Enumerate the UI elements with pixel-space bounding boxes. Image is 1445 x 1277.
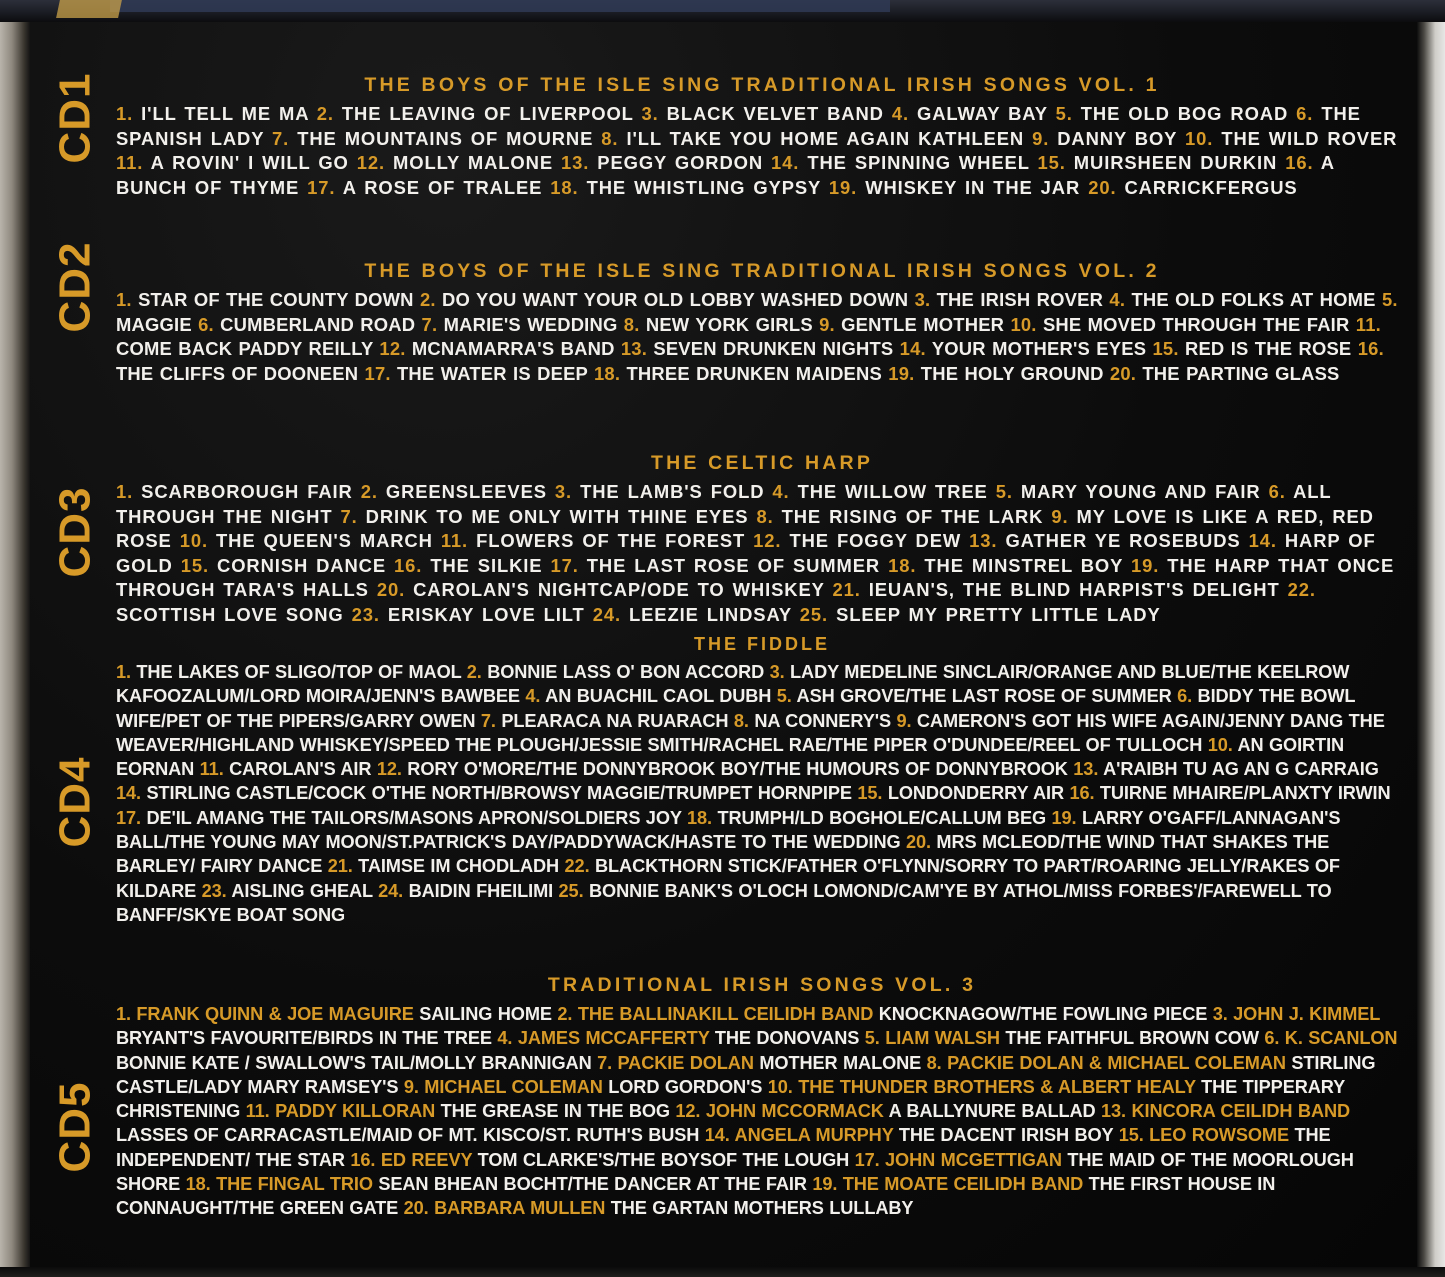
track-number: 7.	[272, 127, 298, 149]
track-number: 18.	[593, 362, 627, 384]
track-artist: KINCORA CEILIDH BAND	[1131, 1101, 1351, 1122]
track-number: 11.	[1355, 313, 1381, 335]
track-title: BIDDY THE BOWL WIFE/PET OF THE PIPERS/GARRY OWEN	[116, 686, 1356, 731]
track-number: 9.	[819, 313, 842, 335]
track-number: 14.	[771, 152, 808, 174]
track-number: 20.	[1109, 362, 1143, 384]
track-number: 5.	[776, 686, 797, 707]
track-number: 15.	[1118, 1125, 1150, 1146]
track-title: LORD GORDON'S	[608, 1076, 768, 1097]
track-title: COME BACK PADDY REILLY	[116, 338, 380, 360]
track-number: 4.	[1109, 289, 1132, 310]
track-number: 14.	[116, 783, 147, 804]
track-title: YOUR MOTHER'S EYES	[931, 338, 1153, 360]
track-title: SCARBOROUGH FAIR	[141, 481, 361, 502]
box-tape-mark	[56, 0, 122, 18]
track-title: BRYANT'S FAVOURITE/BIRDS IN THE TREE	[116, 1028, 498, 1049]
track-artist: K. SCANLON	[1284, 1028, 1398, 1049]
track-number: 8.	[601, 127, 627, 149]
spine-label-cd3: CD3	[50, 486, 100, 578]
track-title: NA CONNERY'S	[754, 710, 897, 731]
track-number: 8.	[756, 505, 782, 527]
track-number: 19.	[812, 1174, 843, 1195]
track-title: THE LAST ROSE OF SUMMER	[586, 554, 889, 576]
track-number: 15.	[1037, 152, 1074, 174]
track-title: WHISKEY IN THE JAR	[865, 176, 1089, 198]
track-artist: THE BALLINAKILL CEILIDH BAND	[577, 1004, 879, 1024]
section-cd2	[116, 260, 1408, 386]
section-cd1	[116, 74, 1408, 200]
box-top-edge	[0, 0, 1445, 22]
track-title: CAMERON'S GOT HIS WIFE AGAIN/JENNY DANG THE WEAVER/HIGHLAND WHISKEY/SPEED THE PLOUGH/JESSIE SMITH/RACHEL RAE/THE PIPER O'DUNDEE/REEL OF TULLOCH	[116, 710, 1385, 755]
track-number: 3.	[641, 103, 667, 124]
track-title: A BALLYNURE BALLAD	[888, 1101, 1102, 1122]
track-artist: JAMES MCCAFFERTY	[517, 1028, 715, 1049]
track-number: 17.	[307, 176, 343, 198]
section-cd5	[116, 974, 1408, 1221]
tracklist-cd5	[116, 1002, 1408, 1221]
track-number: 7.	[421, 313, 444, 335]
track-number: 1.	[116, 1004, 137, 1024]
track-number: 12.	[379, 338, 412, 360]
track-number: 15.	[1152, 338, 1185, 360]
track-number: 9.	[403, 1076, 425, 1097]
tracklist-cd1	[116, 102, 1408, 200]
track-title: PEGGY GORDON	[597, 152, 772, 174]
track-title: LEEZIE LINDSAY	[628, 603, 800, 625]
track-title: GALWAY BAY	[917, 103, 1056, 124]
track-number: 14.	[899, 338, 932, 360]
track-number: 2.	[419, 289, 443, 310]
track-number: 18.	[185, 1174, 217, 1195]
track-number: 4.	[891, 103, 917, 124]
box-bottom-edge	[0, 1267, 1445, 1277]
track-number: 20.	[905, 832, 937, 853]
tracklist-cd4	[116, 660, 1408, 927]
track-title: TAIMSE IM CHODLADH	[358, 856, 565, 877]
track-title: THE FOGGY DEW	[789, 530, 970, 552]
track-title: TOM CLARKE'S/THE BOYSOF THE LOUGH	[477, 1149, 855, 1170]
track-number: 22.	[564, 856, 595, 877]
track-number: 6.	[198, 313, 221, 335]
track-title: TUIRNE MHAIRE/PLANXTY IRWIN	[1099, 783, 1391, 804]
track-artist: LEO ROWSOME	[1149, 1125, 1295, 1146]
track-title: LONDONDERRY AIR	[887, 783, 1070, 804]
track-title: MOLLY MALONE	[393, 152, 561, 174]
track-number: 2.	[557, 1004, 578, 1024]
track-title: GREENSLEEVES	[385, 481, 555, 502]
tracklist-cd3	[116, 480, 1408, 627]
track-title: SEVEN DRUNKEN NIGHTS	[653, 338, 900, 360]
track-title: SLEEP MY PRETTY LITTLE LADY	[836, 603, 1161, 625]
track-title: STIRLING CASTLE/COCK O'THE NORTH/BROWSY MAGGIE/TRUMPET HORNPIPE	[146, 783, 858, 804]
track-title: RORY O'MORE/THE DONNYBROOK BOY/THE HUMOURS OF DONNYBROOK	[407, 759, 1074, 780]
track-title: BAIDIN FHEILIMI	[408, 880, 559, 901]
track-number: 1.	[116, 103, 142, 124]
track-number: 4.	[772, 481, 798, 502]
track-number: 17.	[854, 1149, 886, 1170]
tracklist-panel	[30, 22, 1417, 1267]
track-title: THE HARP THAT ONCE THROUGH TARA'S HALLS	[116, 554, 1395, 601]
track-title: MCNAMARRA'S BAND	[411, 338, 621, 360]
tracklist-content	[116, 22, 1411, 1267]
track-title: THE WATER IS DEEP	[397, 362, 594, 384]
section-title-cd5: TRADITIONAL IRISH SONGS VOL. 3	[547, 974, 977, 996]
track-number: 11.	[440, 530, 477, 552]
track-number: 23.	[351, 603, 388, 625]
track-number: 7.	[340, 505, 366, 527]
track-number: 2.	[466, 662, 488, 682]
track-number: 13.	[1101, 1101, 1132, 1122]
track-number: 5.	[1055, 103, 1081, 124]
track-title: GENTLE MOTHER	[841, 313, 1011, 335]
track-title: CORNISH DANCE	[217, 554, 395, 576]
track-title: MRS MCLEOD/THE WIND THAT SHAKES THE BARLEY/ FAIRY DANCE	[116, 832, 1330, 877]
track-number: 10.	[179, 530, 217, 552]
spine-label-cd4: CD4	[50, 756, 100, 848]
track-number: 3.	[1212, 1004, 1234, 1024]
track-number: 16.	[1357, 338, 1384, 360]
track-number: 10.	[1010, 313, 1043, 335]
track-title: THE LAKES OF SLIGO/TOP OF MAOL	[136, 662, 467, 682]
track-number: 16.	[394, 554, 431, 576]
track-title: MARIE'S WEDDING	[443, 313, 624, 335]
section-title-cd4: THE FIDDLE	[694, 634, 830, 654]
section-title-cd2: THE BOYS OF THE ISLE SING TRADITIONAL IRISH SONGS VOL. 2	[364, 260, 1160, 282]
track-title: THE HOLY GROUND	[920, 362, 1110, 384]
track-title: THE INDEPENDENT/ THE STAR	[116, 1125, 1331, 1170]
track-title: NEW YORK GIRLS	[645, 313, 820, 335]
track-title: THE DACENT IRISH BOY	[898, 1125, 1119, 1146]
track-number: 11.	[245, 1101, 276, 1122]
track-title: LASSES OF CARRACASTLE/MAID OF MT. KISCO/ST. RUTH'S BUSH	[116, 1125, 705, 1146]
track-artist: MICHAEL COLEMAN	[424, 1076, 609, 1097]
track-artist: BARBARA MULLEN	[434, 1198, 611, 1219]
track-number: 3.	[914, 289, 937, 310]
track-number: 13.	[620, 338, 654, 360]
section-title-cd3: THE CELTIC HARP	[650, 452, 874, 474]
track-title: STIRLING CASTLE/LADY MARY RAMSEY'S	[116, 1052, 1376, 1097]
track-title: DO YOU WANT YOUR OLD LOBBY WASHED DOWN	[442, 289, 915, 310]
track-number: 5.	[864, 1028, 886, 1049]
track-artist: PACKIE DOLAN & MICHAEL COLEMAN	[947, 1052, 1292, 1073]
track-title: THE PARTING GLASS	[1142, 362, 1340, 384]
track-title: THE IRISH ROVER	[936, 289, 1110, 310]
track-title: THE SILKIE	[430, 554, 551, 576]
track-number: 24.	[592, 603, 629, 625]
track-number: 25.	[799, 603, 837, 625]
track-title: MOTHER MALONE	[759, 1052, 927, 1073]
tracklist-cd2	[116, 288, 1408, 386]
track-title: BONNIE BANK'S O'LOCH LOMOND/CAM'YE BY ATHOL/MISS FORBES'/FAREWELL TO BANFF/SKYE BOAT SONG	[116, 880, 1332, 925]
track-title: AN BUACHIL CAOL DUBH	[545, 686, 777, 707]
track-title: DANNY BOY	[1057, 127, 1186, 149]
track-artist: FRANK QUINN & JOE MAGUIRE	[136, 1004, 420, 1024]
track-number: 14.	[1248, 530, 1285, 552]
track-title: BLACKTHORN STICK/FATHER O'FLYNN/SORRY TO PART/ROARING JELLY/RAKES OF KILDARE	[116, 856, 1340, 901]
spine-label-cd2: CD2	[50, 241, 100, 333]
track-number: 14.	[704, 1125, 735, 1146]
track-title: I'LL TAKE YOU HOME AGAIN KATHLEEN	[626, 127, 1033, 149]
track-artist: JOHN MCCORMACK	[705, 1101, 889, 1122]
track-title: THE SPANISH LADY	[116, 103, 1361, 149]
track-title: MARY YOUNG AND FAIR	[1020, 481, 1269, 502]
track-title: ALL THROUGH THE NIGHT	[116, 481, 1332, 527]
track-title: CUMBERLAND ROAD	[220, 313, 422, 335]
track-title: THE MOUNTAINS OF MOURNE	[297, 127, 602, 149]
track-title: THE FAITHFUL BROWN COW	[1005, 1028, 1265, 1049]
track-number: 10.	[1207, 734, 1238, 755]
track-number: 20.	[376, 579, 414, 601]
section-title-cd1: THE BOYS OF THE ISLE SING TRADITIONAL IRISH SONGS VOL. 1	[364, 74, 1160, 96]
track-title: TRUMPH/LD BOGHOLE/CALLUM BEG	[717, 807, 1052, 828]
track-title: THE FIRST HOUSE IN CONNAUGHT/THE GREEN GATE	[116, 1174, 1276, 1219]
track-number: 17.	[364, 362, 397, 384]
track-number: 11.	[199, 759, 230, 780]
track-title: THE LAMB'S FOLD	[580, 481, 773, 502]
track-title: BLACK VELVET BAND	[666, 103, 892, 124]
track-title: KNOCKNAGOW/THE FOWLING PIECE	[878, 1004, 1213, 1024]
track-number: 5.	[1381, 289, 1398, 310]
track-number: 6.	[1296, 103, 1322, 124]
track-number: 25.	[558, 880, 589, 901]
track-title: AISLING GHEAL	[231, 880, 379, 901]
track-artist: THE MOATE CEILIDH BAND	[842, 1174, 1089, 1195]
track-title: THE SPINNING WHEEL	[807, 152, 1038, 174]
track-title: PLEARACA NA RUARACH	[501, 710, 734, 731]
track-number: 18.	[888, 554, 925, 576]
track-title: CAROLAN'S NIGHTCAP/ODE TO WHISKEY	[413, 579, 833, 601]
track-number: 18.	[550, 176, 587, 198]
track-number: 3.	[769, 662, 791, 682]
track-number: 13.	[561, 152, 598, 174]
spine-label-cd5: CD5	[50, 1081, 100, 1173]
track-number: 8.	[623, 313, 646, 335]
track-title: THE GREASE IN THE BOG	[440, 1101, 676, 1122]
track-title: BONNIE LASS O' BON ACCORD	[487, 662, 770, 682]
track-title: GATHER YE ROSEBUDS	[1005, 530, 1249, 552]
track-number: 1.	[116, 662, 137, 682]
track-number: 12.	[675, 1101, 706, 1122]
box-top-blue-strip	[110, 0, 890, 12]
track-number: 9.	[896, 710, 917, 731]
track-title: BONNIE KATE / SWALLOW'S TAIL/MOLLY BRANNIGAN	[116, 1052, 598, 1073]
track-number: 12.	[356, 152, 394, 174]
track-number: 3.	[554, 481, 581, 502]
track-title: THE GARTAN MOTHERS LULLABY	[610, 1198, 914, 1219]
track-title: MAGGIE	[116, 313, 199, 335]
track-number: 9.	[1051, 505, 1077, 527]
track-title: THE TIPPERARY CHRISTENING	[116, 1076, 1345, 1122]
track-number: 19.	[828, 176, 866, 198]
track-number: 21.	[327, 856, 359, 877]
track-artist: THE THUNDER BROTHERS & ALBERT HEALY	[798, 1076, 1202, 1097]
track-title: SEAN BHEAN BOCHT/THE DANCER AT THE FAIR	[378, 1174, 813, 1195]
track-title: THE RISING OF THE LARK	[781, 505, 1052, 527]
track-number: 2.	[360, 481, 386, 502]
track-title: THE QUEEN'S MARCH	[216, 530, 441, 552]
track-title: FLOWERS OF THE FOREST	[476, 530, 754, 552]
track-title: THE DONOVANS	[714, 1028, 865, 1049]
track-title: ERISKAY LOVE LILT	[387, 603, 593, 625]
track-title: ASH GROVE/THE LAST ROSE OF SUMMER	[796, 686, 1178, 707]
track-artist: JOHN J. KIMMEL	[1233, 1004, 1380, 1024]
track-title: STAR OF THE COUNTY DOWN	[138, 289, 420, 310]
track-number: 16.	[1285, 152, 1321, 174]
track-title: THE WILD ROVER	[1221, 127, 1398, 149]
track-artist: PACKIE DOLAN	[617, 1052, 760, 1073]
track-number: 20.	[1088, 176, 1125, 198]
track-number: 16.	[1069, 783, 1100, 804]
track-number: 17.	[550, 554, 587, 576]
track-title: RED IS THE ROSE	[1184, 338, 1358, 360]
track-title: LADY MEDELINE SINCLAIR/ORANGE AND BLUE/THE KEELROW KAFOOZALUM/LORD MOIRA/JENN'S BAWBEE	[116, 662, 1350, 707]
box-right-edge	[1417, 0, 1445, 1277]
track-title: A'RAIBH TU AG AN G CARRAIG	[1103, 759, 1379, 780]
track-number: 11.	[116, 152, 151, 174]
track-number: 16.	[350, 1149, 381, 1170]
track-title: THE CLIFFS OF DOONEEN	[116, 362, 365, 384]
track-number: 6.	[1264, 1028, 1285, 1049]
track-artist: ED REEVY	[380, 1149, 478, 1170]
track-artist: PADDY KILLORAN	[275, 1101, 441, 1122]
track-number: 12.	[376, 759, 408, 780]
track-artist: ANGELA MURPHY	[734, 1125, 899, 1146]
spine-label-cd1: CD1	[50, 72, 100, 164]
track-number: 8.	[926, 1052, 948, 1073]
track-title: IEUAN'S, THE BLIND HARPIST'S DELIGHT	[868, 579, 1288, 601]
track-title: THE LEAVING OF LIVERPOOL	[341, 103, 642, 124]
track-title: THE WHISTLING GYPSY	[586, 176, 829, 198]
track-number: 21.	[832, 579, 869, 601]
track-title: A ROSE OF TRALEE	[342, 176, 551, 198]
track-number: 1.	[116, 289, 139, 310]
track-number: 15.	[180, 554, 218, 576]
track-title: A ROVIN' I WILL GO	[150, 152, 357, 174]
track-number: 10.	[767, 1076, 799, 1097]
track-title: HARP OF GOLD	[116, 530, 1376, 576]
track-title: THE OLD FOLKS AT HOME	[1131, 289, 1382, 310]
track-title: SCOTTISH LOVE SONG	[116, 603, 352, 625]
track-title: MUIRSHEEN DURKIN	[1073, 152, 1286, 174]
track-artist: THE FINGAL TRIO	[216, 1174, 379, 1195]
track-title: THE MAID OF THE MOORLOUGH SHORE	[116, 1149, 1354, 1195]
track-artist: LIAM WALSH	[885, 1028, 1006, 1049]
track-number: 17.	[116, 807, 147, 828]
track-title: I'LL TELL ME MA	[141, 103, 317, 124]
track-number: 7.	[597, 1052, 618, 1073]
track-number: 13.	[969, 530, 1006, 552]
track-number: 12.	[753, 530, 790, 552]
track-number: 6.	[1268, 481, 1294, 502]
track-number: 24.	[378, 880, 409, 901]
track-title: A BUNCH OF THYME	[116, 152, 1335, 198]
track-number: 1.	[116, 481, 142, 502]
track-number: 13.	[1073, 759, 1104, 780]
track-title: THE WILLOW TREE	[797, 481, 996, 502]
track-number: 6.	[1177, 686, 1198, 707]
track-number: 22.	[1287, 579, 1316, 601]
track-number: 15.	[857, 783, 888, 804]
track-number: 10.	[1185, 127, 1222, 149]
track-number: 18.	[687, 807, 718, 828]
track-title: DE'IL AMANG THE TAILORS/MASONS APRON/SOLDIERS JOY	[146, 807, 688, 828]
track-number: 5.	[995, 481, 1021, 502]
track-number: 7.	[480, 710, 502, 731]
track-number: 19.	[1130, 554, 1168, 576]
track-title: THE OLD BOG ROAD	[1080, 103, 1297, 124]
track-title: CARRICKFERGUS	[1124, 176, 1298, 198]
track-title: SHE MOVED THROUGH THE FAIR	[1042, 313, 1356, 335]
track-number: 2.	[316, 103, 342, 124]
track-title: THREE DRUNKEN MAIDENS	[626, 362, 889, 384]
track-title: CAROLAN'S AIR	[229, 759, 377, 780]
track-number: 23.	[201, 880, 232, 901]
track-number: 8.	[733, 710, 755, 731]
section-cd4	[116, 634, 1408, 927]
track-title: LARRY O'GAFF/LANNAGAN'S BALL/THE YOUNG MAY MOON/ST.PATRICK'S DAY/PADDYWACK/HASTE TO THE WEDDING	[116, 807, 1341, 853]
track-title: DRINK TO ME ONLY WITH THINE EYES	[365, 505, 757, 527]
track-title: SAILING HOME	[419, 1004, 558, 1024]
track-title: THE MINSTREL BOY	[924, 554, 1131, 576]
track-number: 20.	[403, 1198, 435, 1219]
track-number: 19.	[1051, 807, 1082, 828]
track-title: AN GOIRTIN EORNAN	[116, 734, 1345, 780]
track-number: 9.	[1032, 127, 1058, 149]
track-number: 4.	[525, 686, 546, 707]
track-number: 19.	[888, 362, 921, 384]
section-cd3	[116, 452, 1408, 627]
track-artist: JOHN MCGETTIGAN	[885, 1149, 1068, 1170]
track-title: MY LOVE IS LIKE A RED, RED ROSE	[116, 505, 1374, 552]
track-number: 4.	[497, 1028, 518, 1049]
